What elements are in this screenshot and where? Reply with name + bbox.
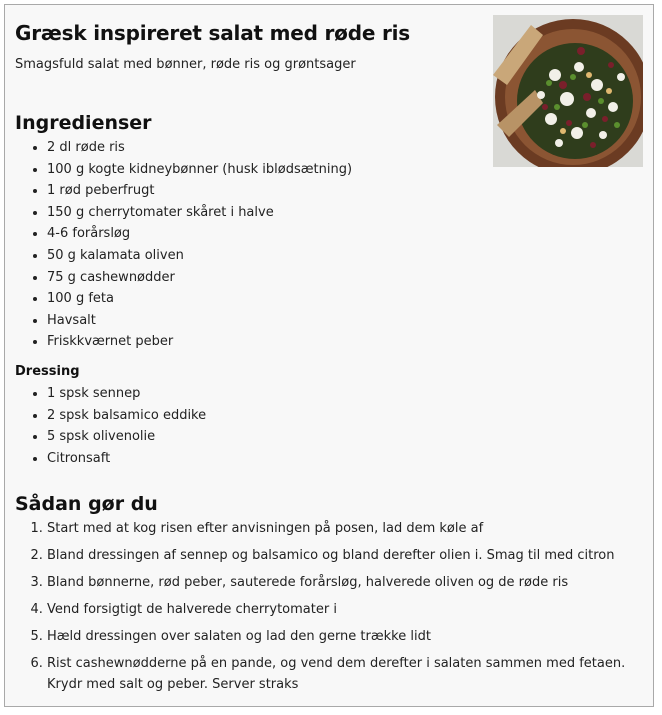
ingredient-item: • 1 rød peberfrugt bbox=[47, 180, 352, 202]
step-item: 2. Bland dressingen af sennep og balsamico og bland derefter olien i. Smag til med citron bbox=[47, 545, 655, 566]
salad-photo bbox=[493, 15, 643, 167]
ingredient-item: • 100 g kogte kidneybønner (husk iblødsætning) bbox=[47, 159, 352, 181]
dressing-item: • 1 spsk sennep bbox=[47, 383, 206, 405]
step-item: 4. Vend forsigtigt de halverede cherrytomater i bbox=[47, 599, 655, 620]
salad-bowl-image bbox=[493, 15, 643, 167]
ingredient-item: • 100 g feta bbox=[47, 288, 352, 310]
ingredient-item: • 75 g cashewnødder bbox=[47, 267, 352, 289]
ingredient-list bbox=[15, 137, 352, 353]
step-item: 1. Start med at kog risen efter anvisningen på posen, lad dem køle af bbox=[47, 518, 655, 539]
recipe-subtitle: Smagsfuld salat med bønner, røde ris og grøntsager bbox=[15, 57, 356, 72]
ingredients-heading: Ingredienser bbox=[15, 112, 152, 134]
step-item: 6. Rist cashewnødderne på en pande, og vend dem derefter i salaten sammen med fetaen. Krydr med salt og peber. Server straks bbox=[47, 653, 655, 695]
ingredient-item: • 150 g cherrytomater skåret i halve bbox=[47, 202, 352, 224]
step-list bbox=[15, 518, 655, 701]
ingredient-item: • 4-6 forårsløg bbox=[47, 223, 352, 245]
recipe-card bbox=[4, 4, 654, 707]
steps-heading: Sådan gør du bbox=[15, 493, 158, 515]
dressing-item: • Citronsaft bbox=[47, 448, 206, 470]
ingredient-item: • 50 g kalamata oliven bbox=[47, 245, 352, 267]
ingredient-item: • Friskkværnet peber bbox=[47, 331, 352, 353]
dressing-list bbox=[15, 383, 206, 469]
dressing-heading: Dressing bbox=[15, 364, 80, 379]
dressing-item: • 2 spsk balsamico eddike bbox=[47, 405, 206, 427]
ingredient-item: • 2 dl røde ris bbox=[47, 137, 352, 159]
step-item: 3. Bland bønnerne, rød peber, sauterede forårsløg, halverede oliven og de røde ris bbox=[47, 572, 655, 593]
dressing-item: • 5 spsk olivenolie bbox=[47, 426, 206, 448]
step-item: 5. Hæld dressingen over salaten og lad den gerne trække lidt bbox=[47, 626, 655, 647]
recipe-title: Græsk inspireret salat med røde ris bbox=[15, 21, 410, 45]
ingredient-item: • Havsalt bbox=[47, 310, 352, 332]
